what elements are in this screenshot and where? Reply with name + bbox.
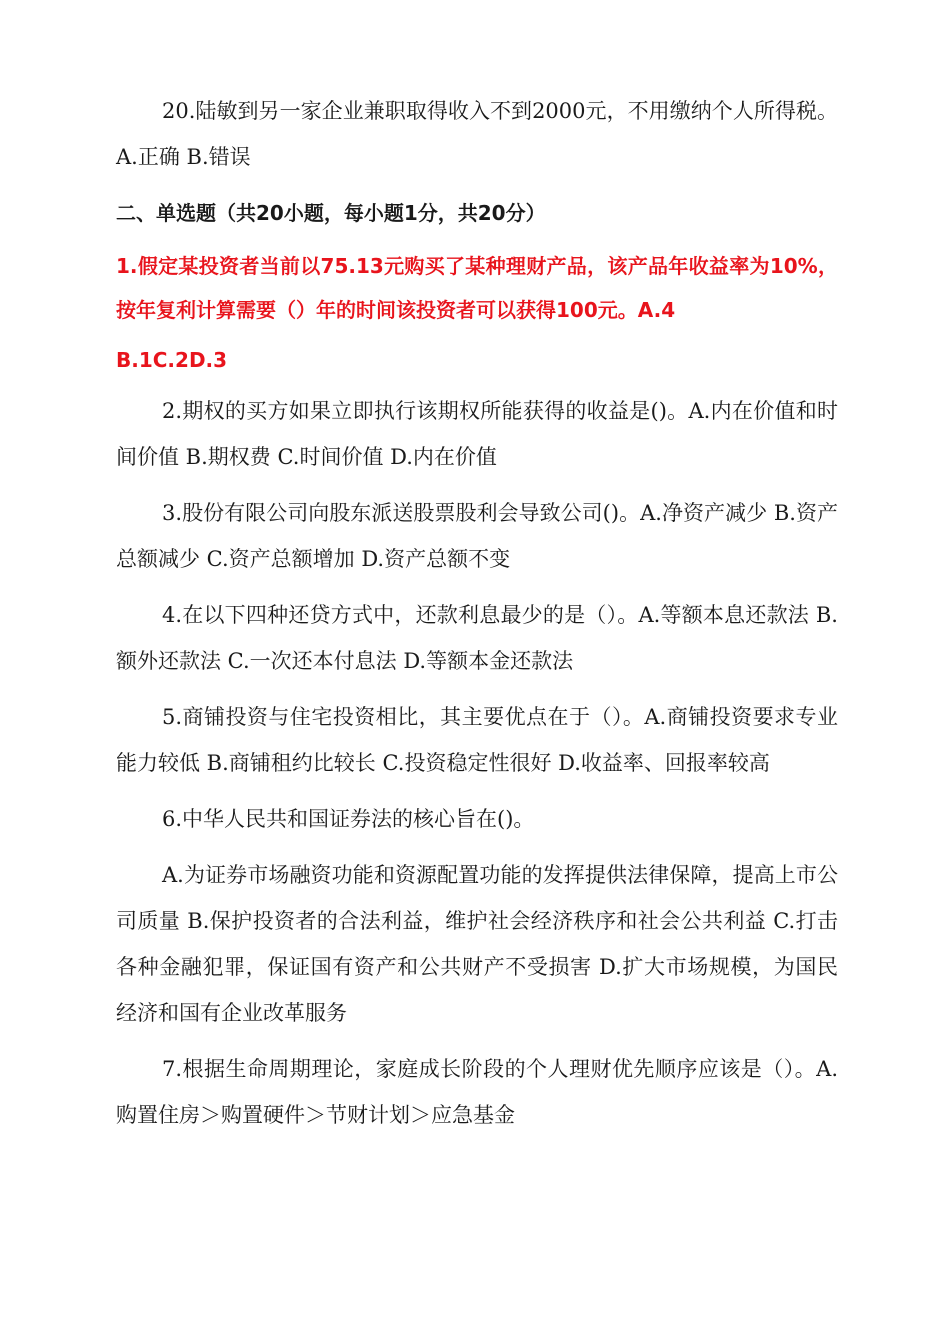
question-6: 6.中华人民共和国证券法的核心旨在()。 xyxy=(162,807,535,831)
question-1-highlighted: 1.假定某投资者当前以75.13元购买了某种理财产品，该产品年收益率为10%，按年复利计算需要（）年的时间该投资者可以获得100元。A.4 xyxy=(116,254,838,322)
question-7: 7.根据生命周期理论，家庭成长阶段的个人理财优先顺序应该是（）。A.购置住房＞购置硬件＞节财计划＞应急基金 xyxy=(116,1057,838,1127)
question-20: 20.陆敏到另一家企业兼职取得收入不到2000元，不用缴纳个人所得税。A.正确 B.错误 xyxy=(116,99,838,169)
question-4: 4.在以下四种还贷方式中，还款利息最少的是（）。A.等额本息还款法 B.额外还款法 C.一次还本付息法 D.等额本金还款法 xyxy=(116,603,838,673)
section-heading-single-choice: 二、单选题（共20小题，每小题1分，共20分） xyxy=(116,201,546,225)
question-1-options-continued: B.1C.2D.3 xyxy=(116,348,228,372)
document-body xyxy=(116,88,838,1148)
question-2: 2.期权的买方如果立即执行该期权所能获得的收益是()。A.内在价值和时间价值 B.期权费 C.时间价值 D.内在价值 xyxy=(116,399,838,469)
question-5: 5.商铺投资与住宅投资相比，其主要优点在于（）。A.商铺投资要求专业能力较低 B.商铺租约比较长 C.投资稳定性很好 D.收益率、回报率较高 xyxy=(116,705,838,775)
question-3: 3.股份有限公司向股东派送股票股利会导致公司()。A.净资产减少 B.资产总额减少 C.资产总额增加 D.资产总额不变 xyxy=(116,501,838,571)
question-6-options: A.为证券市场融资功能和资源配置功能的发挥提供法律保障，提高上市公司质量 B.保护投资者的合法利益，维护社会经济秩序和社会公共利益 C.打击各种金融犯罪，保证国有资产和公共财产不受损害 D.扩大市场规模，为国民经济和国有企业改革服务 xyxy=(116,863,838,1025)
